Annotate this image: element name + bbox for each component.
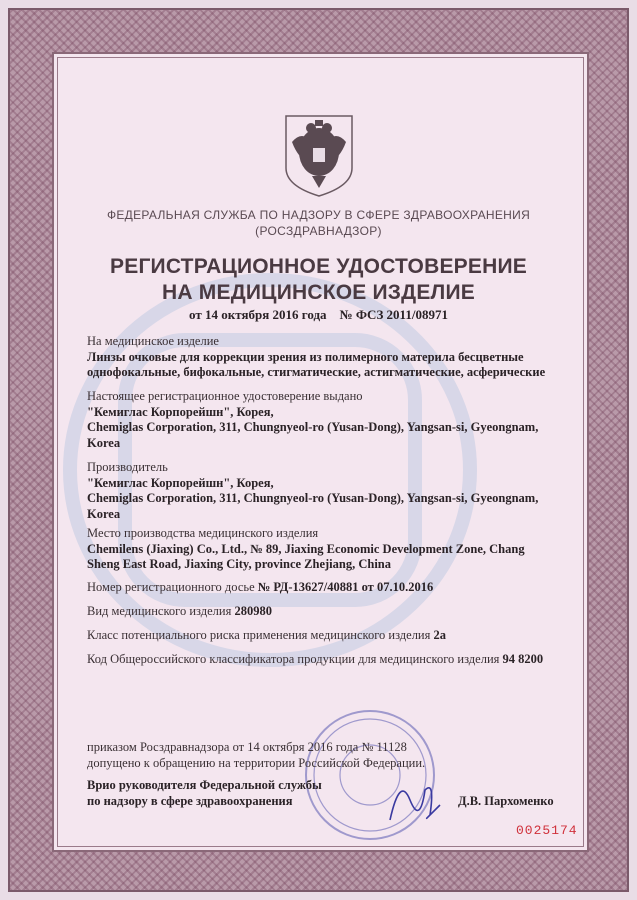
okp-code-label: Код Общероссийского классификатора продукции для медицинского изделия bbox=[87, 652, 500, 666]
serial-number: 0025174 bbox=[516, 823, 578, 838]
order-line1: приказом Росздравнадзора от 14 октября 2016 года № 11128 bbox=[87, 740, 407, 754]
document-title: РЕГИСТРАЦИОННОЕ УДОСТОВЕРЕНИЕ bbox=[110, 255, 527, 278]
issued-to-line2: Chemiglas Corporation, 311, Chungnyeol-ro (Yusan-Dong), Yangsan-si, Gyeongnam, bbox=[87, 420, 539, 434]
issued-to-line1: "Кемиглас Корпорейшн", Корея, bbox=[87, 404, 274, 419]
dossier-row bbox=[87, 580, 567, 596]
certificate-number: ФСЗ 2011/08971 bbox=[355, 307, 448, 322]
order-line2: допущено к обращению на территории Российской Федерации. bbox=[87, 755, 426, 770]
okp-code-value: 94 8200 bbox=[502, 652, 544, 666]
manufacturer-line2: Chemiglas Corporation, 311, Chungnyeol-ro (Yusan-Dong), Yangsan-si, Gyeongnam, bbox=[87, 491, 539, 505]
agency-abbreviation: (РОСЗДРАВНАДЗОР) bbox=[255, 224, 382, 238]
number-prefix: № bbox=[339, 307, 353, 322]
issued-to-line3: Korea bbox=[87, 435, 121, 450]
production-site-label: Место производства медицинского изделия bbox=[87, 526, 319, 540]
issued-to-label: Настоящее регистрационное удостоверение выдано bbox=[87, 389, 363, 403]
okp-code-row bbox=[87, 652, 567, 668]
issue-date: 14 октября 2016 года bbox=[205, 307, 327, 322]
signatory-name: Д.В. Пархоменко bbox=[458, 794, 554, 808]
agency-name: ФЕДЕРАЛЬНАЯ СЛУЖБА ПО НАДЗОРУ В СФЕРЕ ЗДРАВООХРАНЕНИЯ bbox=[106, 208, 531, 222]
issue-date-line bbox=[0, 307, 637, 323]
device-value-line2: однофокальные, бифокальные, стигматические, астигматические, асферические bbox=[87, 365, 546, 379]
device-type-row bbox=[87, 604, 567, 620]
risk-class-label: Класс потенциального риска применения медицинского изделия bbox=[87, 628, 431, 642]
manufacturer-line3: Korea bbox=[87, 506, 121, 521]
risk-class-row bbox=[87, 628, 567, 644]
production-site-section bbox=[87, 526, 567, 573]
document-subtitle: НА МЕДИЦИНСКОЕ ИЗДЕЛИЕ bbox=[162, 281, 475, 304]
manufacturer-label: Производитель bbox=[87, 460, 168, 474]
risk-class-value: 2а bbox=[433, 628, 446, 642]
signatory-position-line1: Врио руководителя Федеральной службы bbox=[87, 778, 322, 792]
production-site-line2: Sheng East Road, Jiaxing City, province Zhejiang, China bbox=[87, 557, 391, 571]
device-type-value: 280980 bbox=[234, 604, 272, 618]
device-value-line1: Линзы очковые для коррекции зрения из полимерного материла бесцветные bbox=[87, 349, 524, 364]
production-site-line1: Chemilens (Jiaxing) Co., Ltd., № 89, Jiaxing Economic Development Zone, Chang bbox=[87, 541, 525, 556]
issued-to-section bbox=[87, 389, 567, 451]
device-type-label: Вид медицинского изделия bbox=[87, 604, 232, 618]
order-section bbox=[87, 740, 567, 771]
dossier-label: Номер регистрационного досье bbox=[87, 580, 255, 594]
date-prefix: от bbox=[189, 307, 202, 322]
manufacturer-line1: "Кемиглас Корпорейшн", Корея, bbox=[87, 475, 274, 490]
coat-of-arms-emblem bbox=[282, 112, 356, 198]
device-label: На медицинское изделие bbox=[87, 334, 219, 348]
device-section bbox=[87, 334, 567, 381]
manufacturer-section bbox=[87, 460, 567, 522]
signatory-position-line2: по надзору в сфере здравоохранения bbox=[87, 793, 293, 808]
dossier-value: № РД-13627/40881 от 07.10.2016 bbox=[257, 580, 434, 594]
signature bbox=[380, 770, 450, 830]
